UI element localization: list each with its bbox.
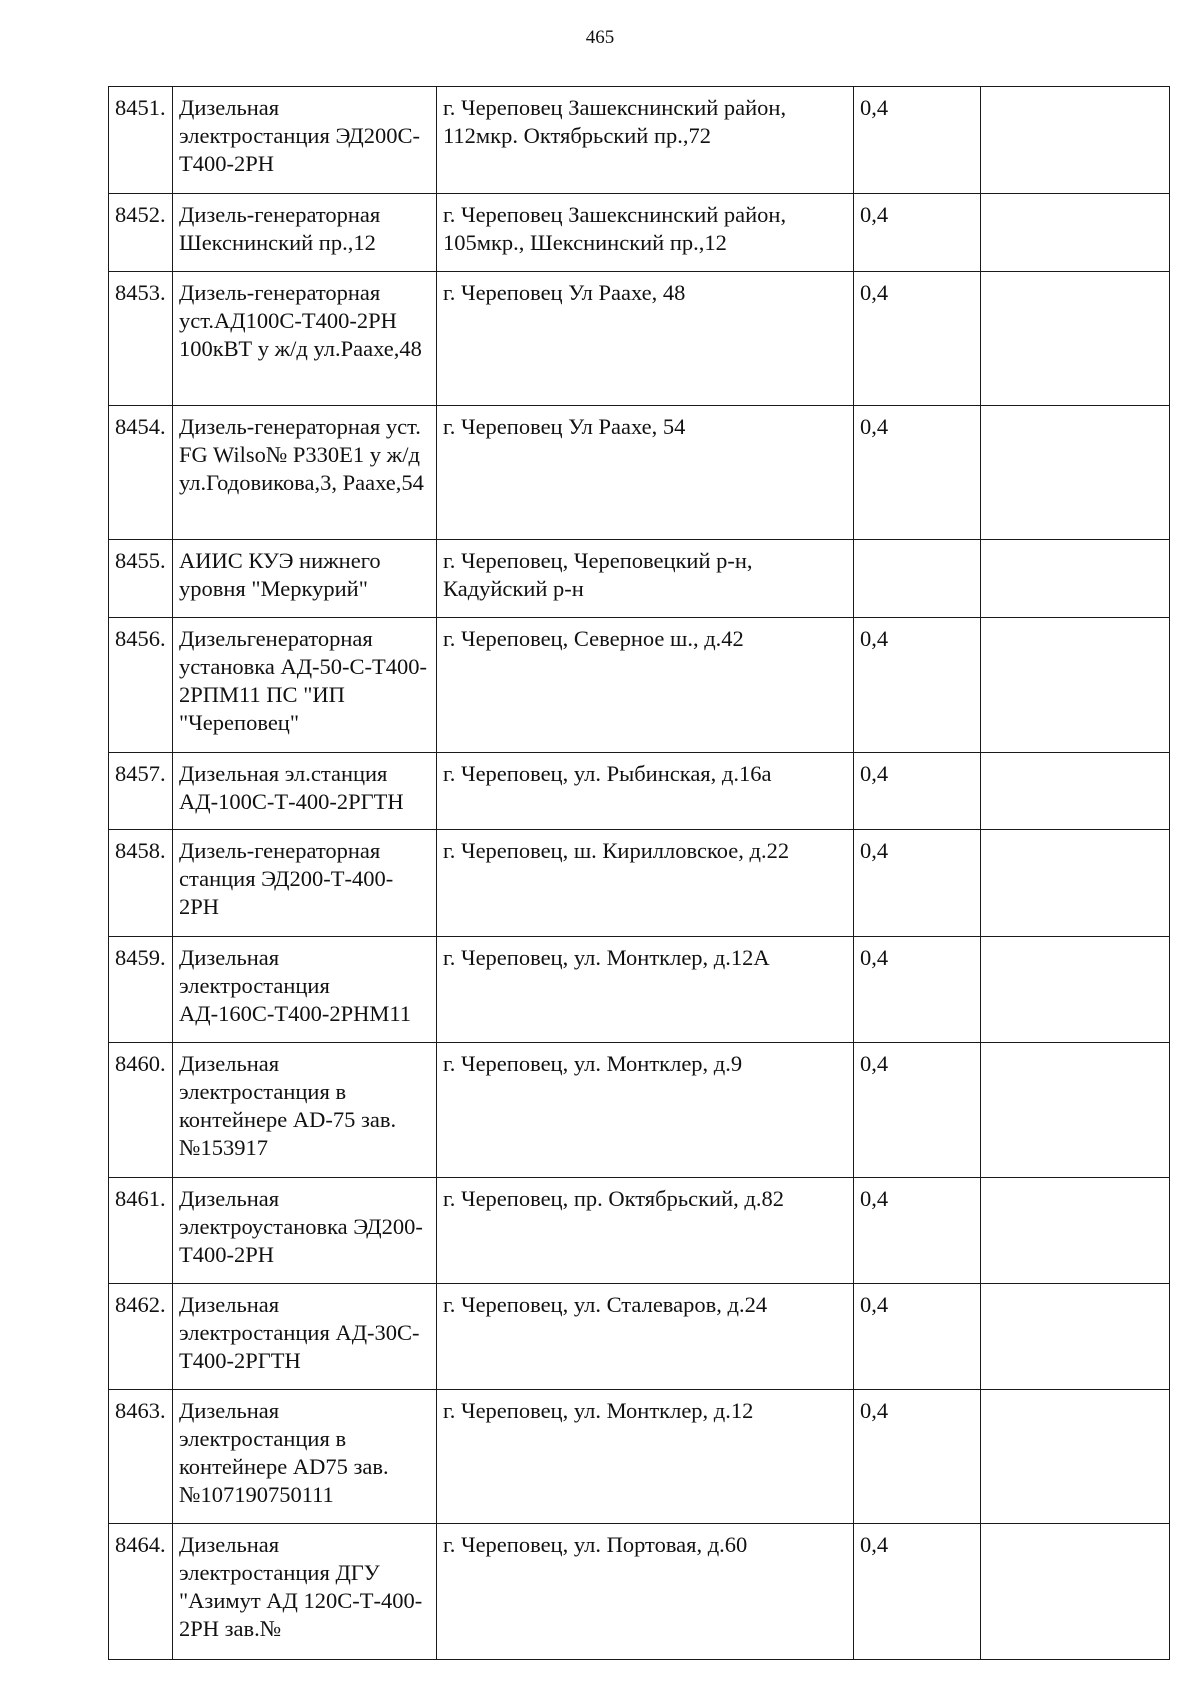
object-name: Дизельная электростанция АД-30С-Т400-2РГТН <box>173 1284 437 1390</box>
object-name: АИИС КУЭ нижнего уровня "Меркурий" <box>173 540 437 618</box>
object-address: г. Череповец Ул Раахе, 48 <box>437 272 854 406</box>
object-address: г. Череповец, ул. Рыбинская, д.16а <box>437 753 854 830</box>
voltage-value: 0,4 <box>854 194 981 272</box>
row-number: 8459. <box>109 937 173 1043</box>
row-number: 8460. <box>109 1043 173 1178</box>
voltage-value <box>854 540 981 618</box>
table-row <box>109 830 1170 937</box>
voltage-value: 0,4 <box>854 1284 981 1390</box>
object-address: г. Череповец, ул. Монтклер, д.12А <box>437 937 854 1043</box>
object-name: Дизельная электростанция ЭД200С-Т400-2РН <box>173 87 437 194</box>
object-name: Дизельная электростанция АД-160С-Т400-2РНМ11 <box>173 937 437 1043</box>
extra-cell <box>981 272 1170 406</box>
object-address: г. Череповец, ул. Монтклер, д.9 <box>437 1043 854 1178</box>
voltage-value: 0,4 <box>854 618 981 753</box>
table-row <box>109 272 1170 406</box>
table-row <box>109 1284 1170 1390</box>
table-row <box>109 753 1170 830</box>
table-row <box>109 1390 1170 1524</box>
object-name: Дизель-генераторная уст. FG Wilso№ P330E1 у ж/д ул.Годовикова,3, Раахе,54 <box>173 406 437 540</box>
extra-cell <box>981 937 1170 1043</box>
table-row <box>109 194 1170 272</box>
extra-cell <box>981 1043 1170 1178</box>
object-name: Дизельгенераторная установка АД-50-С-Т400-2РПМ11 ПС "ИП "Череповец" <box>173 618 437 753</box>
row-number: 8451. <box>109 87 173 194</box>
row-number: 8463. <box>109 1390 173 1524</box>
extra-cell <box>981 1284 1170 1390</box>
object-name: Дизельная эл.станция АД-100С-Т-400-2РГТН <box>173 753 437 830</box>
object-address: г. Череповец, Череповецкий р-н, Кадуйский р-н <box>437 540 854 618</box>
table-row <box>109 406 1170 540</box>
object-name: Дизельная электростанция в контейнере AD75 зав.№107190750111 <box>173 1390 437 1524</box>
row-number: 8458. <box>109 830 173 937</box>
extra-cell <box>981 753 1170 830</box>
voltage-value: 0,4 <box>854 830 981 937</box>
extra-cell <box>981 1178 1170 1284</box>
registry-table-body <box>109 87 1170 1660</box>
voltage-value: 0,4 <box>854 406 981 540</box>
object-address: г. Череповец Зашекснинский район, 105мкр., Шекснинский пр.,12 <box>437 194 854 272</box>
voltage-value: 0,4 <box>854 87 981 194</box>
voltage-value: 0,4 <box>854 1043 981 1178</box>
table-row <box>109 1043 1170 1178</box>
voltage-value: 0,4 <box>854 1390 981 1524</box>
extra-cell <box>981 830 1170 937</box>
voltage-value: 0,4 <box>854 937 981 1043</box>
object-name: Дизель-генераторная уст.АД100С-Т400-2РН 100кВТ у ж/д ул.Раахе,48 <box>173 272 437 406</box>
table-row <box>109 937 1170 1043</box>
object-address: г. Череповец, ул. Портовая, д.60 <box>437 1524 854 1660</box>
object-name: Дизельная электростанция ДГУ "Азимут АД 120С-Т-400-2РН зав.№ <box>173 1524 437 1660</box>
table-row <box>109 1178 1170 1284</box>
object-name: Дизельная электростанция в контейнере AD-75 зав.№153917 <box>173 1043 437 1178</box>
table-row <box>109 618 1170 753</box>
row-number: 8455. <box>109 540 173 618</box>
extra-cell <box>981 1524 1170 1660</box>
object-address: г. Череповец Зашекснинский район, 112мкр. Октябрьский пр.,72 <box>437 87 854 194</box>
object-address: г. Череповец, пр. Октябрьский, д.82 <box>437 1178 854 1284</box>
row-number: 8464. <box>109 1524 173 1660</box>
row-number: 8454. <box>109 406 173 540</box>
extra-cell <box>981 618 1170 753</box>
page-number: 465 <box>585 27 615 48</box>
object-address: г. Череповец, ш. Кирилловское, д.22 <box>437 830 854 937</box>
row-number: 8456. <box>109 618 173 753</box>
object-address: г. Череповец Ул Раахе, 54 <box>437 406 854 540</box>
extra-cell <box>981 406 1170 540</box>
object-name: Дизель-генераторная станция ЭД200-Т-400-2РН <box>173 830 437 937</box>
extra-cell <box>981 194 1170 272</box>
object-name: Дизельная электроустановка ЭД200-Т400-2РН <box>173 1178 437 1284</box>
extra-cell <box>981 1390 1170 1524</box>
row-number: 8461. <box>109 1178 173 1284</box>
row-number: 8457. <box>109 753 173 830</box>
table-row <box>109 540 1170 618</box>
object-address: г. Череповец, ул. Монтклер, д.12 <box>437 1390 854 1524</box>
table-row <box>109 1524 1170 1660</box>
row-number: 8462. <box>109 1284 173 1390</box>
voltage-value: 0,4 <box>854 272 981 406</box>
table-row <box>109 87 1170 194</box>
voltage-value: 0,4 <box>854 1178 981 1284</box>
object-address: г. Череповец, Северное ш., д.42 <box>437 618 854 753</box>
object-name: Дизель-генераторная Шекснинский пр.,12 <box>173 194 437 272</box>
voltage-value: 0,4 <box>854 1524 981 1660</box>
extra-cell <box>981 87 1170 194</box>
voltage-value: 0,4 <box>854 753 981 830</box>
object-address: г. Череповец, ул. Сталеваров, д.24 <box>437 1284 854 1390</box>
registry-table <box>108 86 1170 1660</box>
row-number: 8453. <box>109 272 173 406</box>
extra-cell <box>981 540 1170 618</box>
row-number: 8452. <box>109 194 173 272</box>
